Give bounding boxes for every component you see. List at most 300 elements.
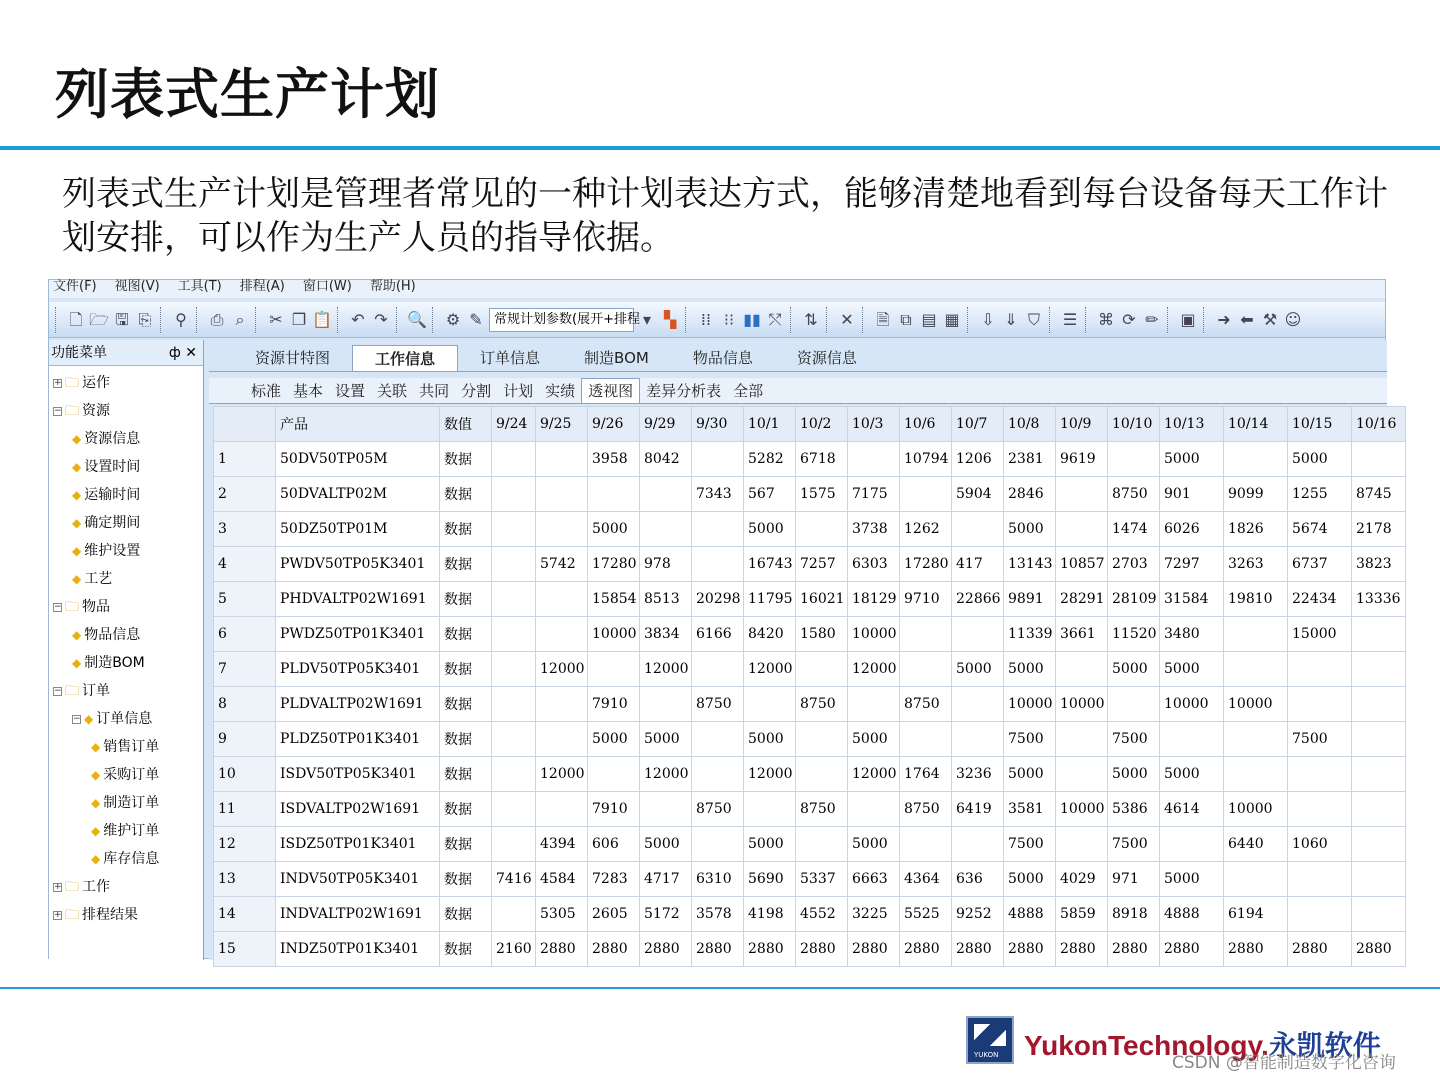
table-row[interactable] <box>214 897 1406 932</box>
table-cell[interactable] <box>1352 442 1406 477</box>
table-cell[interactable]: 6718 <box>796 442 848 477</box>
table-cell[interactable] <box>1352 722 1406 757</box>
column-header[interactable]: 10/13 <box>1160 407 1224 442</box>
table-cell[interactable] <box>640 792 692 827</box>
table-cell[interactable] <box>952 827 1004 862</box>
pencil-icon[interactable]: ✏ <box>1145 309 1159 329</box>
table-cell[interactable]: 2605 <box>588 897 640 932</box>
row-number[interactable]: 8 <box>214 687 276 722</box>
sub-tab[interactable]: 计划 <box>503 381 534 400</box>
product-cell[interactable]: 50DVALTP02M <box>276 477 440 512</box>
table-cell[interactable]: 7500 <box>1108 827 1160 862</box>
table-cell[interactable] <box>536 617 588 652</box>
table-cell[interactable] <box>1224 652 1288 687</box>
table-cell[interactable]: 数据 <box>440 862 492 897</box>
table-cell[interactable]: 2880 <box>1224 932 1288 967</box>
main-tab[interactable]: 工作信息 <box>352 345 458 371</box>
tree-item[interactable] <box>72 484 140 506</box>
sub-tab[interactable]: 共同 <box>419 381 450 400</box>
table-cell[interactable]: 5000 <box>744 827 796 862</box>
main-tab[interactable]: 资源信息 <box>775 345 879 371</box>
table-cell[interactable]: 17280 <box>900 547 952 582</box>
table-cell[interactable]: 3738 <box>848 512 900 547</box>
row-number[interactable]: 7 <box>214 652 276 687</box>
table-cell[interactable]: 31584 <box>1160 582 1224 617</box>
table-cell[interactable] <box>796 827 848 862</box>
table-cell[interactable]: 数据 <box>440 547 492 582</box>
table-cell[interactable]: 1474 <box>1108 512 1160 547</box>
product-cell[interactable]: ISDV50TP05K3401 <box>276 757 440 792</box>
table-cell[interactable]: 6166 <box>692 617 744 652</box>
table-cell[interactable] <box>1352 617 1406 652</box>
table-cell[interactable] <box>1288 897 1352 932</box>
column-header[interactable]: 10/7 <box>952 407 1004 442</box>
table-cell[interactable]: 7500 <box>1004 827 1056 862</box>
table-cell[interactable]: 3225 <box>848 897 900 932</box>
table-cell[interactable] <box>900 617 952 652</box>
table-cell[interactable] <box>692 827 744 862</box>
column-header[interactable]: 9/29 <box>640 407 692 442</box>
table-cell[interactable]: 5000 <box>588 512 640 547</box>
download-icon[interactable]: ⇩ <box>981 309 995 329</box>
refresh-icon[interactable]: ⟳ <box>1122 309 1136 329</box>
product-cell[interactable]: PWDV50TP05K3401 <box>276 547 440 582</box>
table-cell[interactable] <box>1056 652 1108 687</box>
table-cell[interactable] <box>588 652 640 687</box>
table-cell[interactable]: 数据 <box>440 932 492 967</box>
table-cell[interactable] <box>1352 827 1406 862</box>
table-cell[interactable]: 2880 <box>1288 932 1352 967</box>
parameters-icon[interactable]: ✎ <box>469 309 483 329</box>
main-tab[interactable]: 资源甘特图 <box>233 345 352 371</box>
table-cell[interactable]: 7297 <box>1160 547 1224 582</box>
row-number[interactable]: 6 <box>214 617 276 652</box>
table-cell[interactable]: 22866 <box>952 582 1004 617</box>
table-cell[interactable] <box>492 617 536 652</box>
table-cell[interactable]: 8420 <box>744 617 796 652</box>
document-icon[interactable]: 🗎 <box>876 309 890 329</box>
table-cell[interactable]: 2178 <box>1352 512 1406 547</box>
row-number[interactable]: 15 <box>214 932 276 967</box>
table-cell[interactable] <box>536 442 588 477</box>
table-cell[interactable]: 7416 <box>492 862 536 897</box>
table-cell[interactable]: 3236 <box>952 757 1004 792</box>
table-cell[interactable]: 8750 <box>796 792 848 827</box>
table-cell[interactable]: 10857 <box>1056 547 1108 582</box>
tag-icon[interactable]: ⌘ <box>1098 309 1114 329</box>
table-cell[interactable]: 12000 <box>536 757 588 792</box>
table-cell[interactable]: 4888 <box>1160 897 1224 932</box>
tree-item[interactable] <box>53 400 110 422</box>
table-cell[interactable]: 1255 <box>1288 477 1352 512</box>
table-cell[interactable]: 4614 <box>1160 792 1224 827</box>
product-cell[interactable]: PLDZ50TP01K3401 <box>276 722 440 757</box>
table-cell[interactable] <box>1352 652 1406 687</box>
table-cell[interactable] <box>692 547 744 582</box>
table-cell[interactable]: 8750 <box>692 687 744 722</box>
expand-toggle-icon[interactable]: + <box>54 909 62 920</box>
tree-item[interactable] <box>53 680 110 702</box>
sub-tab[interactable]: 设置 <box>335 381 366 400</box>
table-cell[interactable]: 7283 <box>588 862 640 897</box>
table-cell[interactable]: 28109 <box>1108 582 1160 617</box>
bar-chart-icon[interactable]: ▮▮ <box>743 309 761 329</box>
expand-toggle-icon[interactable]: − <box>54 685 62 696</box>
expand-toggle-icon[interactable]: + <box>54 377 62 388</box>
table-cell[interactable]: 12000 <box>848 652 900 687</box>
table-cell[interactable]: 5000 <box>1004 652 1056 687</box>
table-cell[interactable] <box>952 617 1004 652</box>
table-cell[interactable]: 9710 <box>900 582 952 617</box>
table-cell[interactable]: 8750 <box>796 687 848 722</box>
table-cell[interactable] <box>1056 757 1108 792</box>
table-cell[interactable]: 8750 <box>900 792 952 827</box>
table-cell[interactable] <box>952 722 1004 757</box>
table-cell[interactable]: 1206 <box>952 442 1004 477</box>
table-cell[interactable] <box>1352 897 1406 932</box>
table-cell[interactable]: 10000 <box>588 617 640 652</box>
table-cell[interactable]: 978 <box>640 547 692 582</box>
table-cell[interactable] <box>1352 792 1406 827</box>
table-cell[interactable]: 2880 <box>1160 932 1224 967</box>
schedule-parameter-select[interactable]: 常规计划参数(展开+排程 <box>489 308 634 332</box>
column-header[interactable]: 数值 <box>440 407 492 442</box>
table-cell[interactable]: 2846 <box>1004 477 1056 512</box>
menu-tools[interactable]: 工具(T) <box>177 279 222 294</box>
sub-tab[interactable]: 标准 <box>251 381 282 400</box>
table-row[interactable] <box>214 582 1406 617</box>
table-cell[interactable]: 5386 <box>1108 792 1160 827</box>
table-cell[interactable]: 8745 <box>1352 477 1406 512</box>
table-cell[interactable]: 2880 <box>848 932 900 967</box>
column-header[interactable]: 10/10 <box>1108 407 1160 442</box>
table-cell[interactable] <box>1056 722 1108 757</box>
table-cell[interactable]: 2880 <box>588 932 640 967</box>
table-cell[interactable]: 16743 <box>744 547 796 582</box>
product-cell[interactable]: ISDZ50TP01K3401 <box>276 827 440 862</box>
product-cell[interactable]: ISDVALTP02W1691 <box>276 792 440 827</box>
table-row[interactable] <box>214 827 1406 862</box>
tools-icon[interactable]: ⚒ <box>1262 309 1278 329</box>
tree-item[interactable] <box>72 708 152 730</box>
table-cell[interactable] <box>1352 862 1406 897</box>
table-cell[interactable]: 数据 <box>440 477 492 512</box>
table-cell[interactable]: 11339 <box>1004 617 1056 652</box>
table-cell[interactable] <box>492 442 536 477</box>
table-cell[interactable] <box>640 477 692 512</box>
open-folder-icon[interactable]: 🗁 <box>89 309 109 329</box>
table-cell[interactable] <box>1224 862 1288 897</box>
table-cell[interactable]: 12000 <box>848 757 900 792</box>
tree-item[interactable] <box>91 820 159 842</box>
table-cell[interactable] <box>536 792 588 827</box>
table-cell[interactable]: 数据 <box>440 687 492 722</box>
shield-icon[interactable]: ⛉ <box>1027 309 1040 329</box>
tree-item[interactable] <box>91 764 159 786</box>
table-cell[interactable]: 5000 <box>640 827 692 862</box>
table-cell[interactable] <box>640 687 692 722</box>
delete-icon[interactable]: ✕ <box>840 309 854 329</box>
table-cell[interactable] <box>900 722 952 757</box>
main-tab[interactable]: 制造BOM <box>562 345 671 371</box>
product-cell[interactable]: INDV50TP05K3401 <box>276 862 440 897</box>
table-cell[interactable] <box>1108 442 1160 477</box>
column-header[interactable]: 10/3 <box>848 407 900 442</box>
table-cell[interactable]: 4364 <box>900 862 952 897</box>
table-cell[interactable] <box>492 512 536 547</box>
table-cell[interactable]: 数据 <box>440 792 492 827</box>
table-cell[interactable] <box>900 477 952 512</box>
table-cell[interactable] <box>1352 757 1406 792</box>
table-cell[interactable]: 1580 <box>796 617 848 652</box>
table-cell[interactable]: 5000 <box>744 722 796 757</box>
table-cell[interactable]: 5000 <box>848 827 900 862</box>
tree-item[interactable] <box>72 540 140 562</box>
table-cell[interactable]: 12000 <box>744 652 796 687</box>
table-cell[interactable]: 3581 <box>1004 792 1056 827</box>
table-cell[interactable] <box>952 687 1004 722</box>
table-cell[interactable] <box>588 477 640 512</box>
table-cell[interactable]: 12000 <box>640 757 692 792</box>
table-cell[interactable] <box>1224 722 1288 757</box>
user-icon[interactable]: ☺ <box>1284 309 1302 329</box>
table-cell[interactable]: 5000 <box>952 652 1004 687</box>
table-cell[interactable]: 5674 <box>1288 512 1352 547</box>
table-cell[interactable]: 6303 <box>848 547 900 582</box>
table-cell[interactable]: 5000 <box>1160 442 1224 477</box>
tree-item[interactable] <box>91 848 159 870</box>
table-cell[interactable]: 6737 <box>1288 547 1352 582</box>
row-number[interactable]: 14 <box>214 897 276 932</box>
table-cell[interactable] <box>1224 442 1288 477</box>
print-icon[interactable]: ⎙ <box>210 309 224 329</box>
print-preview-icon[interactable]: ⌕ <box>235 309 245 329</box>
column-header[interactable]: 9/25 <box>536 407 588 442</box>
table-cell[interactable] <box>952 512 1004 547</box>
table-cell[interactable]: 606 <box>588 827 640 862</box>
table-cell[interactable]: 10000 <box>1056 792 1108 827</box>
find-icon[interactable]: ⚲ <box>175 309 187 329</box>
line-chart-icon[interactable]: ⤲ <box>768 309 782 329</box>
table-cell[interactable]: 3834 <box>640 617 692 652</box>
column-header[interactable]: 9/26 <box>588 407 640 442</box>
table-cell[interactable]: 5525 <box>900 897 952 932</box>
table-cell[interactable]: 1060 <box>1288 827 1352 862</box>
table-cell[interactable]: 10000 <box>1004 687 1056 722</box>
table-cell[interactable]: 1764 <box>900 757 952 792</box>
table-cell[interactable]: 5000 <box>1288 442 1352 477</box>
table-cell[interactable]: 2880 <box>744 932 796 967</box>
table-cell[interactable]: 12000 <box>536 652 588 687</box>
table-cell[interactable] <box>492 897 536 932</box>
table-row[interactable] <box>214 757 1406 792</box>
table-cell[interactable]: 数据 <box>440 757 492 792</box>
table-cell[interactable]: 10000 <box>1224 792 1288 827</box>
table-cell[interactable] <box>1288 862 1352 897</box>
table-row[interactable] <box>214 547 1406 582</box>
table-cell[interactable]: 28291 <box>1056 582 1108 617</box>
column-header[interactable]: 10/2 <box>796 407 848 442</box>
table-cell[interactable]: 6663 <box>848 862 900 897</box>
table-cell[interactable]: 5742 <box>536 547 588 582</box>
sub-tab[interactable]: 全部 <box>733 381 764 400</box>
table-cell[interactable]: 6194 <box>1224 897 1288 932</box>
expand-toggle-icon[interactable]: − <box>54 405 62 416</box>
table-cell[interactable] <box>536 687 588 722</box>
table-cell[interactable]: 15854 <box>588 582 640 617</box>
calculator-icon[interactable]: ▦ <box>944 309 960 329</box>
table-cell[interactable]: 971 <box>1108 862 1160 897</box>
table-cell[interactable] <box>848 792 900 827</box>
table-cell[interactable]: 3263 <box>1224 547 1288 582</box>
tree-item[interactable] <box>72 512 140 534</box>
tree-item[interactable] <box>72 428 140 450</box>
table-cell[interactable]: 15000 <box>1288 617 1352 652</box>
table-cell[interactable] <box>536 477 588 512</box>
save-icon[interactable]: 🖫 <box>115 309 129 329</box>
table-cell[interactable] <box>1056 512 1108 547</box>
menu-file[interactable]: 文件(F) <box>53 279 97 294</box>
tree-item[interactable] <box>91 792 159 814</box>
table-cell[interactable]: 2880 <box>1108 932 1160 967</box>
sub-tab[interactable]: 透视图 <box>581 378 640 404</box>
sub-tab[interactable]: 分割 <box>461 381 492 400</box>
table-cell[interactable]: 4029 <box>1056 862 1108 897</box>
row-number[interactable]: 12 <box>214 827 276 862</box>
table-cell[interactable]: 8750 <box>1108 477 1160 512</box>
table-cell[interactable] <box>796 512 848 547</box>
new-file-icon[interactable]: 🗋 <box>69 309 83 329</box>
table-cell[interactable]: 5172 <box>640 897 692 932</box>
table-cell[interactable]: 2880 <box>1004 932 1056 967</box>
table-cell[interactable]: 2381 <box>1004 442 1056 477</box>
table-cell[interactable]: 9252 <box>952 897 1004 932</box>
column-header[interactable]: 10/15 <box>1288 407 1352 442</box>
table-cell[interactable]: 10000 <box>1224 687 1288 722</box>
column-header[interactable] <box>214 407 276 442</box>
row-number[interactable]: 9 <box>214 722 276 757</box>
table-cell[interactable]: 5000 <box>1108 652 1160 687</box>
table-cell[interactable]: 5305 <box>536 897 588 932</box>
main-tab[interactable]: 物品信息 <box>671 345 775 371</box>
table-cell[interactable]: 20298 <box>692 582 744 617</box>
table-cell[interactable] <box>1288 757 1352 792</box>
pin-icon[interactable]: ф <box>168 345 181 361</box>
export-icon[interactable]: ⎘ <box>138 309 152 329</box>
table-cell[interactable]: 5000 <box>1004 757 1056 792</box>
table-cell[interactable]: 5000 <box>1160 757 1224 792</box>
table-cell[interactable] <box>1160 722 1224 757</box>
table-cell[interactable]: 7500 <box>1288 722 1352 757</box>
table-cell[interactable] <box>1288 792 1352 827</box>
table-cell[interactable]: 5000 <box>744 512 796 547</box>
column-header[interactable]: 9/30 <box>692 407 744 442</box>
table-cell[interactable] <box>492 547 536 582</box>
expand-toggle-icon[interactable]: + <box>54 881 62 892</box>
table-cell[interactable] <box>492 792 536 827</box>
table-cell[interactable]: 18129 <box>848 582 900 617</box>
table-cell[interactable]: 3823 <box>1352 547 1406 582</box>
table-cell[interactable]: 11520 <box>1108 617 1160 652</box>
table-cell[interactable]: 10000 <box>1160 687 1224 722</box>
table-cell[interactable] <box>492 722 536 757</box>
table-cell[interactable]: 4198 <box>744 897 796 932</box>
table-row[interactable] <box>214 477 1406 512</box>
tree-item[interactable] <box>72 568 112 590</box>
table-cell[interactable]: 6419 <box>952 792 1004 827</box>
table-cell[interactable] <box>492 652 536 687</box>
table-cell[interactable] <box>1056 477 1108 512</box>
table-cell[interactable]: 13336 <box>1352 582 1406 617</box>
table-cell[interactable]: 22434 <box>1288 582 1352 617</box>
list-icon[interactable]: ☰ <box>1062 309 1078 329</box>
product-cell[interactable]: PLDVALTP02W1691 <box>276 687 440 722</box>
table-cell[interactable] <box>492 582 536 617</box>
color-blocks-icon[interactable]: ▚ <box>663 309 677 329</box>
table-row[interactable] <box>214 652 1406 687</box>
table-cell[interactable] <box>796 722 848 757</box>
table-cell[interactable]: 10794 <box>900 442 952 477</box>
row-number[interactable]: 4 <box>214 547 276 582</box>
back-icon[interactable]: ⬅ <box>1240 309 1254 329</box>
table-cell[interactable] <box>692 757 744 792</box>
table-cell[interactable] <box>536 582 588 617</box>
table-cell[interactable] <box>692 442 744 477</box>
table-cell[interactable]: 2880 <box>952 932 1004 967</box>
menu-schedule[interactable]: 排程(A) <box>239 279 285 294</box>
table-cell[interactable] <box>796 757 848 792</box>
table-cell[interactable]: 17280 <box>588 547 640 582</box>
table-cell[interactable]: 8750 <box>692 792 744 827</box>
table-cell[interactable]: 8513 <box>640 582 692 617</box>
settings-icon[interactable]: ⚙ <box>445 309 461 329</box>
product-cell[interactable]: PLDV50TP05K3401 <box>276 652 440 687</box>
table-cell[interactable]: 12000 <box>640 652 692 687</box>
tree-item[interactable] <box>72 652 145 674</box>
table-cell[interactable]: 8918 <box>1108 897 1160 932</box>
table-cell[interactable] <box>848 442 900 477</box>
table-cell[interactable] <box>900 827 952 862</box>
table-cell[interactable] <box>492 827 536 862</box>
report-icon[interactable]: ▤ <box>921 309 937 329</box>
table-cell[interactable]: 7175 <box>848 477 900 512</box>
table-cell[interactable]: 6026 <box>1160 512 1224 547</box>
table-cell[interactable]: 8042 <box>640 442 692 477</box>
table-cell[interactable]: 2880 <box>900 932 952 967</box>
column-header[interactable]: 10/1 <box>744 407 796 442</box>
tree-item[interactable] <box>72 624 140 646</box>
table-cell[interactable]: 2160 <box>492 932 536 967</box>
product-cell[interactable]: INDZ50TP01K3401 <box>276 932 440 967</box>
row-number[interactable]: 5 <box>214 582 276 617</box>
table-cell[interactable]: 901 <box>1160 477 1224 512</box>
table-cell[interactable] <box>492 687 536 722</box>
table-cell[interactable]: 9891 <box>1004 582 1056 617</box>
table-cell[interactable] <box>1288 652 1352 687</box>
chevron-down-icon[interactable]: ▾ <box>642 309 652 329</box>
table-cell[interactable]: 5000 <box>848 722 900 757</box>
table-row[interactable] <box>214 722 1406 757</box>
table-cell[interactable]: 数据 <box>440 512 492 547</box>
table-cell[interactable]: 11795 <box>744 582 796 617</box>
tree-item[interactable] <box>53 596 110 618</box>
table-cell[interactable]: 6310 <box>692 862 744 897</box>
table-cell[interactable]: 数据 <box>440 722 492 757</box>
pages-icon[interactable]: ⧉ <box>900 309 912 329</box>
tree-item[interactable] <box>53 372 110 394</box>
table-cell[interactable] <box>692 652 744 687</box>
table-cell[interactable] <box>492 757 536 792</box>
